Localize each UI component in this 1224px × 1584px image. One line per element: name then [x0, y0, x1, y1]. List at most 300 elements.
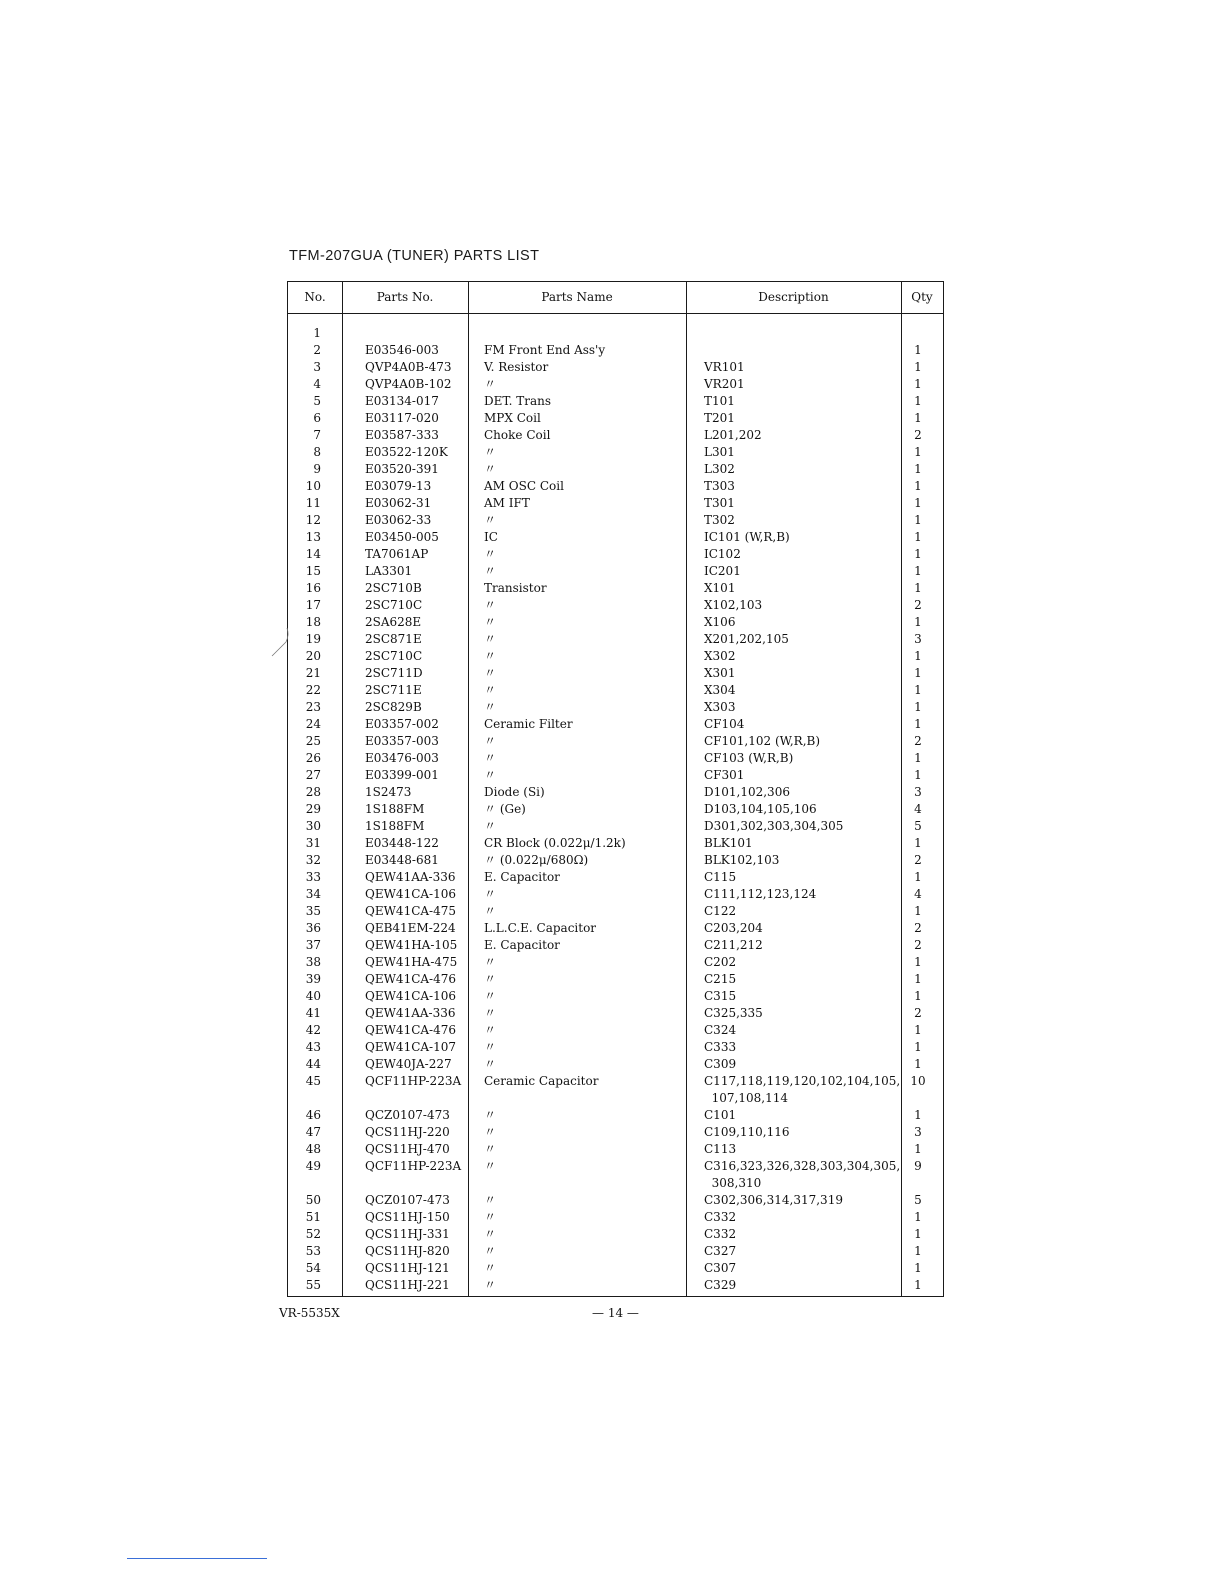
quantity: 1 [914, 445, 922, 459]
description: T303 [704, 479, 735, 493]
row-number: 54 [305, 1261, 321, 1275]
parts-number: 1S2473 [365, 785, 412, 799]
table-row [288, 393, 943, 410]
table-row [288, 1124, 943, 1141]
quantity: 1 [914, 377, 922, 391]
description: VR101 [704, 360, 745, 374]
row-number: 40 [305, 989, 321, 1003]
parts-number: E03522-120K [365, 445, 448, 459]
parts-number: QCS11HJ-121 [365, 1261, 450, 1275]
row-number: 21 [305, 666, 321, 680]
row-number: 12 [305, 513, 321, 527]
quantity: 1 [914, 394, 922, 408]
row-number: 32 [305, 853, 321, 867]
parts-number: QCS11HJ-820 [365, 1244, 450, 1258]
row-number: 48 [305, 1142, 321, 1156]
parts-number: E03448-122 [365, 836, 439, 850]
quantity: 1 [914, 989, 922, 1003]
parts-number: E03062-31 [365, 496, 432, 510]
row-number: 14 [305, 547, 321, 561]
row-number: 46 [305, 1108, 321, 1122]
header-parts-name: Parts Name [541, 290, 613, 304]
quantity: 1 [914, 411, 922, 425]
quantity: 1 [914, 1278, 922, 1292]
header-description: Description [758, 290, 829, 304]
row-number: 50 [305, 1193, 321, 1207]
description: C325,335 [704, 1006, 763, 1020]
parts-name: 〃 [484, 632, 497, 646]
quantity: 1 [914, 649, 922, 663]
quantity: 1 [914, 513, 922, 527]
parts-name: 〃 [484, 1142, 497, 1156]
parts-name: 〃 [484, 989, 497, 1003]
description: C329 [704, 1278, 737, 1292]
parts-number: E03476-003 [365, 751, 439, 765]
row-number: 45 [305, 1074, 321, 1088]
parts-name: MPX Coil [484, 411, 541, 425]
table-row [288, 784, 943, 801]
description: C316,323,326,328,303,304,305, 308,310 [704, 1159, 901, 1190]
parts-number: QVP4A0B-102 [365, 377, 452, 391]
table-row [288, 750, 943, 767]
parts-name: 〃 [484, 1159, 497, 1173]
parts-name: 〃 [484, 683, 497, 697]
description: X102,103 [704, 598, 763, 612]
row-number: 55 [305, 1278, 321, 1292]
parts-name: 〃 [484, 1057, 497, 1071]
table-row [288, 1073, 943, 1107]
description: X106 [704, 615, 736, 629]
blue-underline [127, 1558, 267, 1559]
parts-number: E03117-020 [365, 411, 439, 425]
parts-number: QCF11HP-223A [365, 1159, 462, 1173]
table-row [288, 444, 943, 461]
row-number: 20 [305, 649, 321, 663]
quantity: 1 [914, 479, 922, 493]
page-title: TFM-207GUA (TUNER) PARTS LIST [289, 248, 540, 264]
parts-name: 〃 [484, 768, 497, 782]
parts-name: CR Block (0.022μ/1.2k) [484, 836, 626, 850]
row-number: 26 [305, 751, 321, 765]
row-number: 7 [313, 428, 321, 442]
quantity: 4 [914, 887, 922, 901]
description: X201,202,105 [704, 632, 789, 646]
description: CF103 (W,R,B) [704, 751, 794, 765]
parts-number: QCS11HJ-470 [365, 1142, 450, 1156]
parts-name: 〃 [484, 700, 497, 714]
parts-name: 〃 [484, 1108, 497, 1122]
table-row [288, 648, 943, 665]
parts-name: 〃 [484, 1125, 497, 1139]
description: C327 [704, 1244, 737, 1258]
parts-name: 〃 [484, 513, 497, 527]
description: C113 [704, 1142, 737, 1156]
description: C309 [704, 1057, 737, 1071]
parts-number: E03357-002 [365, 717, 439, 731]
parts-name: AM OSC Coil [484, 479, 564, 493]
table-row [288, 1056, 943, 1073]
table-row [288, 1039, 943, 1056]
parts-number: QCF11HP-223A [365, 1074, 462, 1088]
parts-number: 2SA628E [365, 615, 422, 629]
table-row [288, 614, 943, 631]
quantity: 2 [914, 921, 922, 935]
header-divider [288, 313, 943, 314]
description: D103,104,105,106 [704, 802, 817, 816]
parts-name: L.L.C.E. Capacitor [484, 921, 597, 935]
parts-name: 〃 [484, 819, 497, 833]
table-row [288, 546, 943, 563]
parts-number: QCS11HJ-150 [365, 1210, 450, 1224]
parts-number: QCS11HJ-221 [365, 1278, 450, 1292]
parts-name: 〃 [484, 547, 497, 561]
parts-number: E03399-001 [365, 768, 439, 782]
row-number: 15 [305, 564, 321, 578]
row-number: 37 [305, 938, 321, 952]
table-row [288, 1277, 943, 1294]
parts-name: 〃 [484, 972, 497, 986]
parts-number: QCZ0107-473 [365, 1193, 450, 1207]
parts-number: E03134-017 [365, 394, 439, 408]
row-number: 51 [305, 1210, 321, 1224]
description: L301 [704, 445, 735, 459]
parts-name: 〃 [484, 377, 497, 391]
description: X301 [704, 666, 736, 680]
row-number: 13 [305, 530, 321, 544]
row-number: 27 [305, 768, 321, 782]
row-number: 24 [305, 717, 321, 731]
row-number: 38 [305, 955, 321, 969]
description: T302 [704, 513, 735, 527]
parts-name: Choke Coil [484, 428, 551, 442]
table-row [288, 1209, 943, 1226]
parts-name: 〃 [484, 1227, 497, 1241]
parts-number: E03062-33 [365, 513, 432, 527]
row-number: 35 [305, 904, 321, 918]
row-number: 39 [305, 972, 321, 986]
parts-table [287, 281, 944, 1297]
description: C332 [704, 1210, 737, 1224]
parts-name: 〃 [484, 462, 497, 476]
row-number: 2 [313, 343, 321, 357]
table-row [288, 716, 943, 733]
quantity: 1 [914, 972, 922, 986]
row-number: 3 [313, 360, 321, 374]
row-number: 6 [313, 411, 321, 425]
description: C302,306,314,317,319 [704, 1193, 843, 1207]
parts-name: E. Capacitor [484, 938, 560, 952]
table-row [288, 937, 943, 954]
parts-number: QEB41EM-224 [365, 921, 456, 935]
parts-name: 〃 [484, 955, 497, 969]
quantity: 1 [914, 1261, 922, 1275]
table-row [288, 478, 943, 495]
quantity: 1 [914, 751, 922, 765]
row-number: 47 [305, 1125, 321, 1139]
parts-number: QEW40JA-227 [365, 1057, 452, 1071]
row-number: 17 [305, 598, 321, 612]
row-number: 41 [305, 1006, 321, 1020]
description: D101,102,306 [704, 785, 790, 799]
table-row [288, 427, 943, 444]
quantity: 1 [914, 1108, 922, 1122]
quantity: 10 [910, 1074, 926, 1088]
parts-name: 〃 [484, 1023, 497, 1037]
table-row [288, 580, 943, 597]
parts-name: 〃 [484, 734, 497, 748]
description: BLK102,103 [704, 853, 780, 867]
row-number: 4 [313, 377, 321, 391]
description: C333 [704, 1040, 737, 1054]
quantity: 1 [914, 1142, 922, 1156]
table-row [288, 1005, 943, 1022]
table-row [288, 818, 943, 835]
header-qty: Qty [911, 290, 933, 304]
quantity: 3 [914, 632, 922, 646]
table-row [288, 954, 943, 971]
parts-number: 2SC711E [365, 683, 422, 697]
parts-name: E. Capacitor [484, 870, 560, 884]
table-body [288, 325, 943, 1294]
parts-number: QEW41CA-106 [365, 887, 457, 901]
table-row [288, 665, 943, 682]
parts-name: Transistor [484, 581, 547, 595]
quantity: 1 [914, 1227, 922, 1241]
table-row [288, 563, 943, 580]
quantity: 1 [914, 1023, 922, 1037]
table-row [288, 988, 943, 1005]
parts-number: QEW41AA-336 [365, 870, 456, 884]
parts-number: E03546-003 [365, 343, 439, 357]
parts-number: E03520-391 [365, 462, 439, 476]
parts-number: E03079-13 [365, 479, 432, 493]
parts-number: QEW41CA-476 [365, 1023, 457, 1037]
parts-number: 2SC710C [365, 649, 423, 663]
pen-mark-icon [270, 626, 290, 658]
parts-name: 〃 [484, 1040, 497, 1054]
quantity: 1 [914, 700, 922, 714]
parts-name: 〃 [484, 666, 497, 680]
description: X302 [704, 649, 736, 663]
table-row [288, 512, 943, 529]
table-row [288, 835, 943, 852]
quantity: 1 [914, 683, 922, 697]
row-number: 44 [305, 1057, 321, 1071]
table-row [288, 1243, 943, 1260]
table-row [288, 767, 943, 784]
quantity: 1 [914, 360, 922, 374]
row-number: 8 [313, 445, 321, 459]
parts-name: DET. Trans [484, 394, 552, 408]
quantity: 4 [914, 802, 922, 816]
parts-number: QEW41HA-475 [365, 955, 458, 969]
description: C109,110,116 [704, 1125, 790, 1139]
description: T101 [704, 394, 735, 408]
row-number: 9 [313, 462, 321, 476]
parts-name: 〃 [484, 649, 497, 663]
parts-name: Ceramic Filter [484, 717, 573, 731]
quantity: 1 [914, 343, 922, 357]
description: X304 [704, 683, 736, 697]
parts-name: 〃 [484, 564, 497, 578]
row-number: 11 [305, 496, 321, 510]
parts-number: 1S188FM [365, 819, 425, 833]
description: IC101 (W,R,B) [704, 530, 790, 544]
parts-number: QCS11HJ-220 [365, 1125, 450, 1139]
table-row [288, 886, 943, 903]
parts-number: QCZ0107-473 [365, 1108, 450, 1122]
description: C215 [704, 972, 737, 986]
parts-name: 〃 [484, 751, 497, 765]
parts-number: QEW41CA-106 [365, 989, 457, 1003]
parts-name: IC [484, 530, 498, 544]
quantity: 1 [914, 768, 922, 782]
parts-name: AM IFT [484, 496, 530, 510]
table-row [288, 699, 943, 716]
row-number: 23 [305, 700, 321, 714]
quantity: 9 [914, 1159, 922, 1173]
row-number: 34 [305, 887, 321, 901]
row-number: 29 [305, 802, 321, 816]
row-number: 33 [305, 870, 321, 884]
row-number: 31 [305, 836, 321, 850]
quantity: 1 [914, 462, 922, 476]
row-number: 42 [305, 1023, 321, 1037]
model-number: VR-5535X [279, 1306, 340, 1320]
parts-number: 2SC871E [365, 632, 422, 646]
table-row [288, 359, 943, 376]
description: C332 [704, 1227, 737, 1241]
description: C307 [704, 1261, 737, 1275]
row-number: 10 [305, 479, 321, 493]
row-number: 52 [305, 1227, 321, 1241]
parts-number: QEW41CA-107 [365, 1040, 457, 1054]
quantity: 1 [914, 1244, 922, 1258]
table-row [288, 869, 943, 886]
table-row [288, 376, 943, 393]
table-row [288, 682, 943, 699]
parts-name: 〃 [484, 1244, 497, 1258]
parts-name: 〃 [484, 1193, 497, 1207]
parts-number: QVP4A0B-473 [365, 360, 452, 374]
description: VR201 [704, 377, 745, 391]
parts-name: 〃 (Ge) [484, 802, 526, 816]
quantity: 1 [914, 615, 922, 629]
table-row [288, 801, 943, 818]
table-row [288, 325, 943, 342]
parts-name: 〃 [484, 598, 497, 612]
parts-number: 2SC829B [365, 700, 422, 714]
quantity: 1 [914, 1057, 922, 1071]
description: T301 [704, 496, 735, 510]
quantity: 5 [914, 1193, 922, 1207]
table-row [288, 1141, 943, 1158]
quantity: 1 [914, 496, 922, 510]
quantity: 1 [914, 717, 922, 731]
parts-name: 〃 [484, 445, 497, 459]
quantity: 3 [914, 1125, 922, 1139]
quantity: 2 [914, 428, 922, 442]
parts-name: 〃 [484, 904, 497, 918]
table-row [288, 495, 943, 512]
parts-name: 〃 [484, 615, 497, 629]
parts-name: 〃 [484, 1210, 497, 1224]
row-number: 28 [305, 785, 321, 799]
description: C324 [704, 1023, 737, 1037]
description: CF101,102 (W,R,B) [704, 734, 821, 748]
table-row [288, 597, 943, 614]
parts-number: E03448-681 [365, 853, 439, 867]
quantity: 1 [914, 547, 922, 561]
quantity: 2 [914, 853, 922, 867]
table-row [288, 529, 943, 546]
parts-number: 2SC711D [365, 666, 423, 680]
row-number: 22 [305, 683, 321, 697]
description: T201 [704, 411, 735, 425]
row-number: 36 [305, 921, 321, 935]
parts-number: E03357-003 [365, 734, 439, 748]
description: L302 [704, 462, 735, 476]
table-row [288, 920, 943, 937]
quantity: 1 [914, 870, 922, 884]
table-row [288, 1226, 943, 1243]
description: C203,204 [704, 921, 763, 935]
quantity: 1 [914, 530, 922, 544]
row-number: 49 [305, 1159, 321, 1173]
description: CF301 [704, 768, 745, 782]
parts-number: TA7061AP [365, 547, 429, 561]
parts-name: Diode (Si) [484, 785, 545, 799]
quantity: 1 [914, 1040, 922, 1054]
parts-name: 〃 [484, 887, 497, 901]
quantity: 2 [914, 598, 922, 612]
parts-number: QEW41AA-336 [365, 1006, 456, 1020]
description: IC201 [704, 564, 741, 578]
row-number: 25 [305, 734, 321, 748]
table-row [288, 971, 943, 988]
quantity: 3 [914, 785, 922, 799]
quantity: 2 [914, 1006, 922, 1020]
quantity: 1 [914, 581, 922, 595]
parts-name: Ceramic Capacitor [484, 1074, 599, 1088]
parts-name: FM Front End Ass'y [484, 343, 606, 357]
parts-name: V. Resistor [484, 360, 549, 374]
quantity: 1 [914, 836, 922, 850]
description: L201,202 [704, 428, 762, 442]
description: C211,212 [704, 938, 763, 952]
quantity: 1 [914, 955, 922, 969]
parts-number: 2SC710B [365, 581, 422, 595]
quantity: 1 [914, 1210, 922, 1224]
description: X101 [704, 581, 736, 595]
description: X303 [704, 700, 736, 714]
header-parts-no: Parts No. [376, 290, 434, 304]
description: C115 [704, 870, 737, 884]
description: IC102 [704, 547, 741, 561]
row-number: 1 [313, 326, 321, 340]
table-row [288, 631, 943, 648]
parts-number: E03587-333 [365, 428, 439, 442]
description: C117,118,119,120,102,104,105, 107,108,114 [704, 1074, 901, 1105]
description: CF104 [704, 717, 745, 731]
table-row [288, 852, 943, 869]
row-number: 53 [305, 1244, 321, 1258]
row-number: 43 [305, 1040, 321, 1054]
parts-number: E03450-005 [365, 530, 439, 544]
parts-number: LA3301 [365, 564, 413, 578]
parts-name: 〃 [484, 1006, 497, 1020]
quantity: 1 [914, 564, 922, 578]
